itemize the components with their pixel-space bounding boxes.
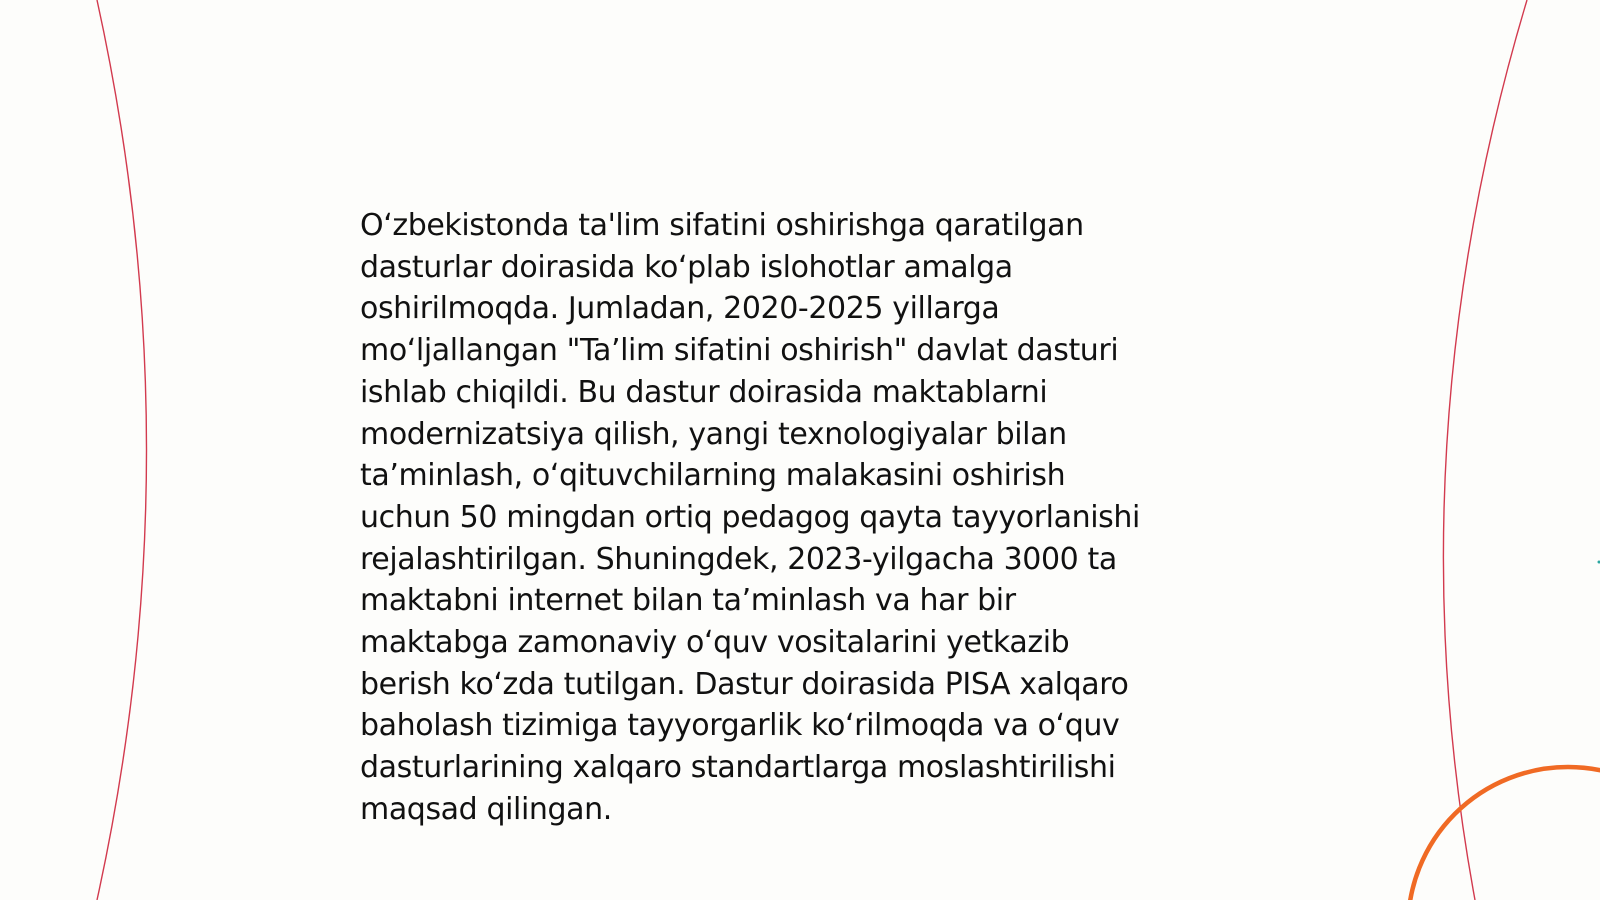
left-arc-line bbox=[97, 0, 147, 900]
accent-circle bbox=[1408, 767, 1600, 900]
right-arc-line bbox=[1443, 0, 1527, 900]
body-paragraph: Oʻzbekistonda ta'lim sifatini oshirishga qaratilgan dasturlar doirasida koʻplab islohotlar amalga oshirilmoqda. Jumladan, 2020-2025 yillarga moʻljallangan "Ta’lim sifatini oshirish" davlat dasturi ishlab chiqildi. Bu dastur doirasida maktablarni modernizatsiya qilish, yangi texnologiyalar bilan ta’minlash, oʻqituvchilarning malakasini oshirish uchun 50 mingdan ortiq pedagog qayta tayyorlanishi rejalashtirilgan. Shuningdek, 2023-yilgacha 3000 ta maktabni internet bilan ta’minlash va har bir maktabga zamonaviy oʻquv vositalarini yetkazib berish koʻzda tutilgan. Dastur doirasida PISA xalqaro baholash tizimiga tayyorgarlik koʻrilmoqda va oʻquv dasturlarining xalqaro standartlarga moslashtirilishi maqsad qilingan. bbox=[360, 208, 1140, 827]
